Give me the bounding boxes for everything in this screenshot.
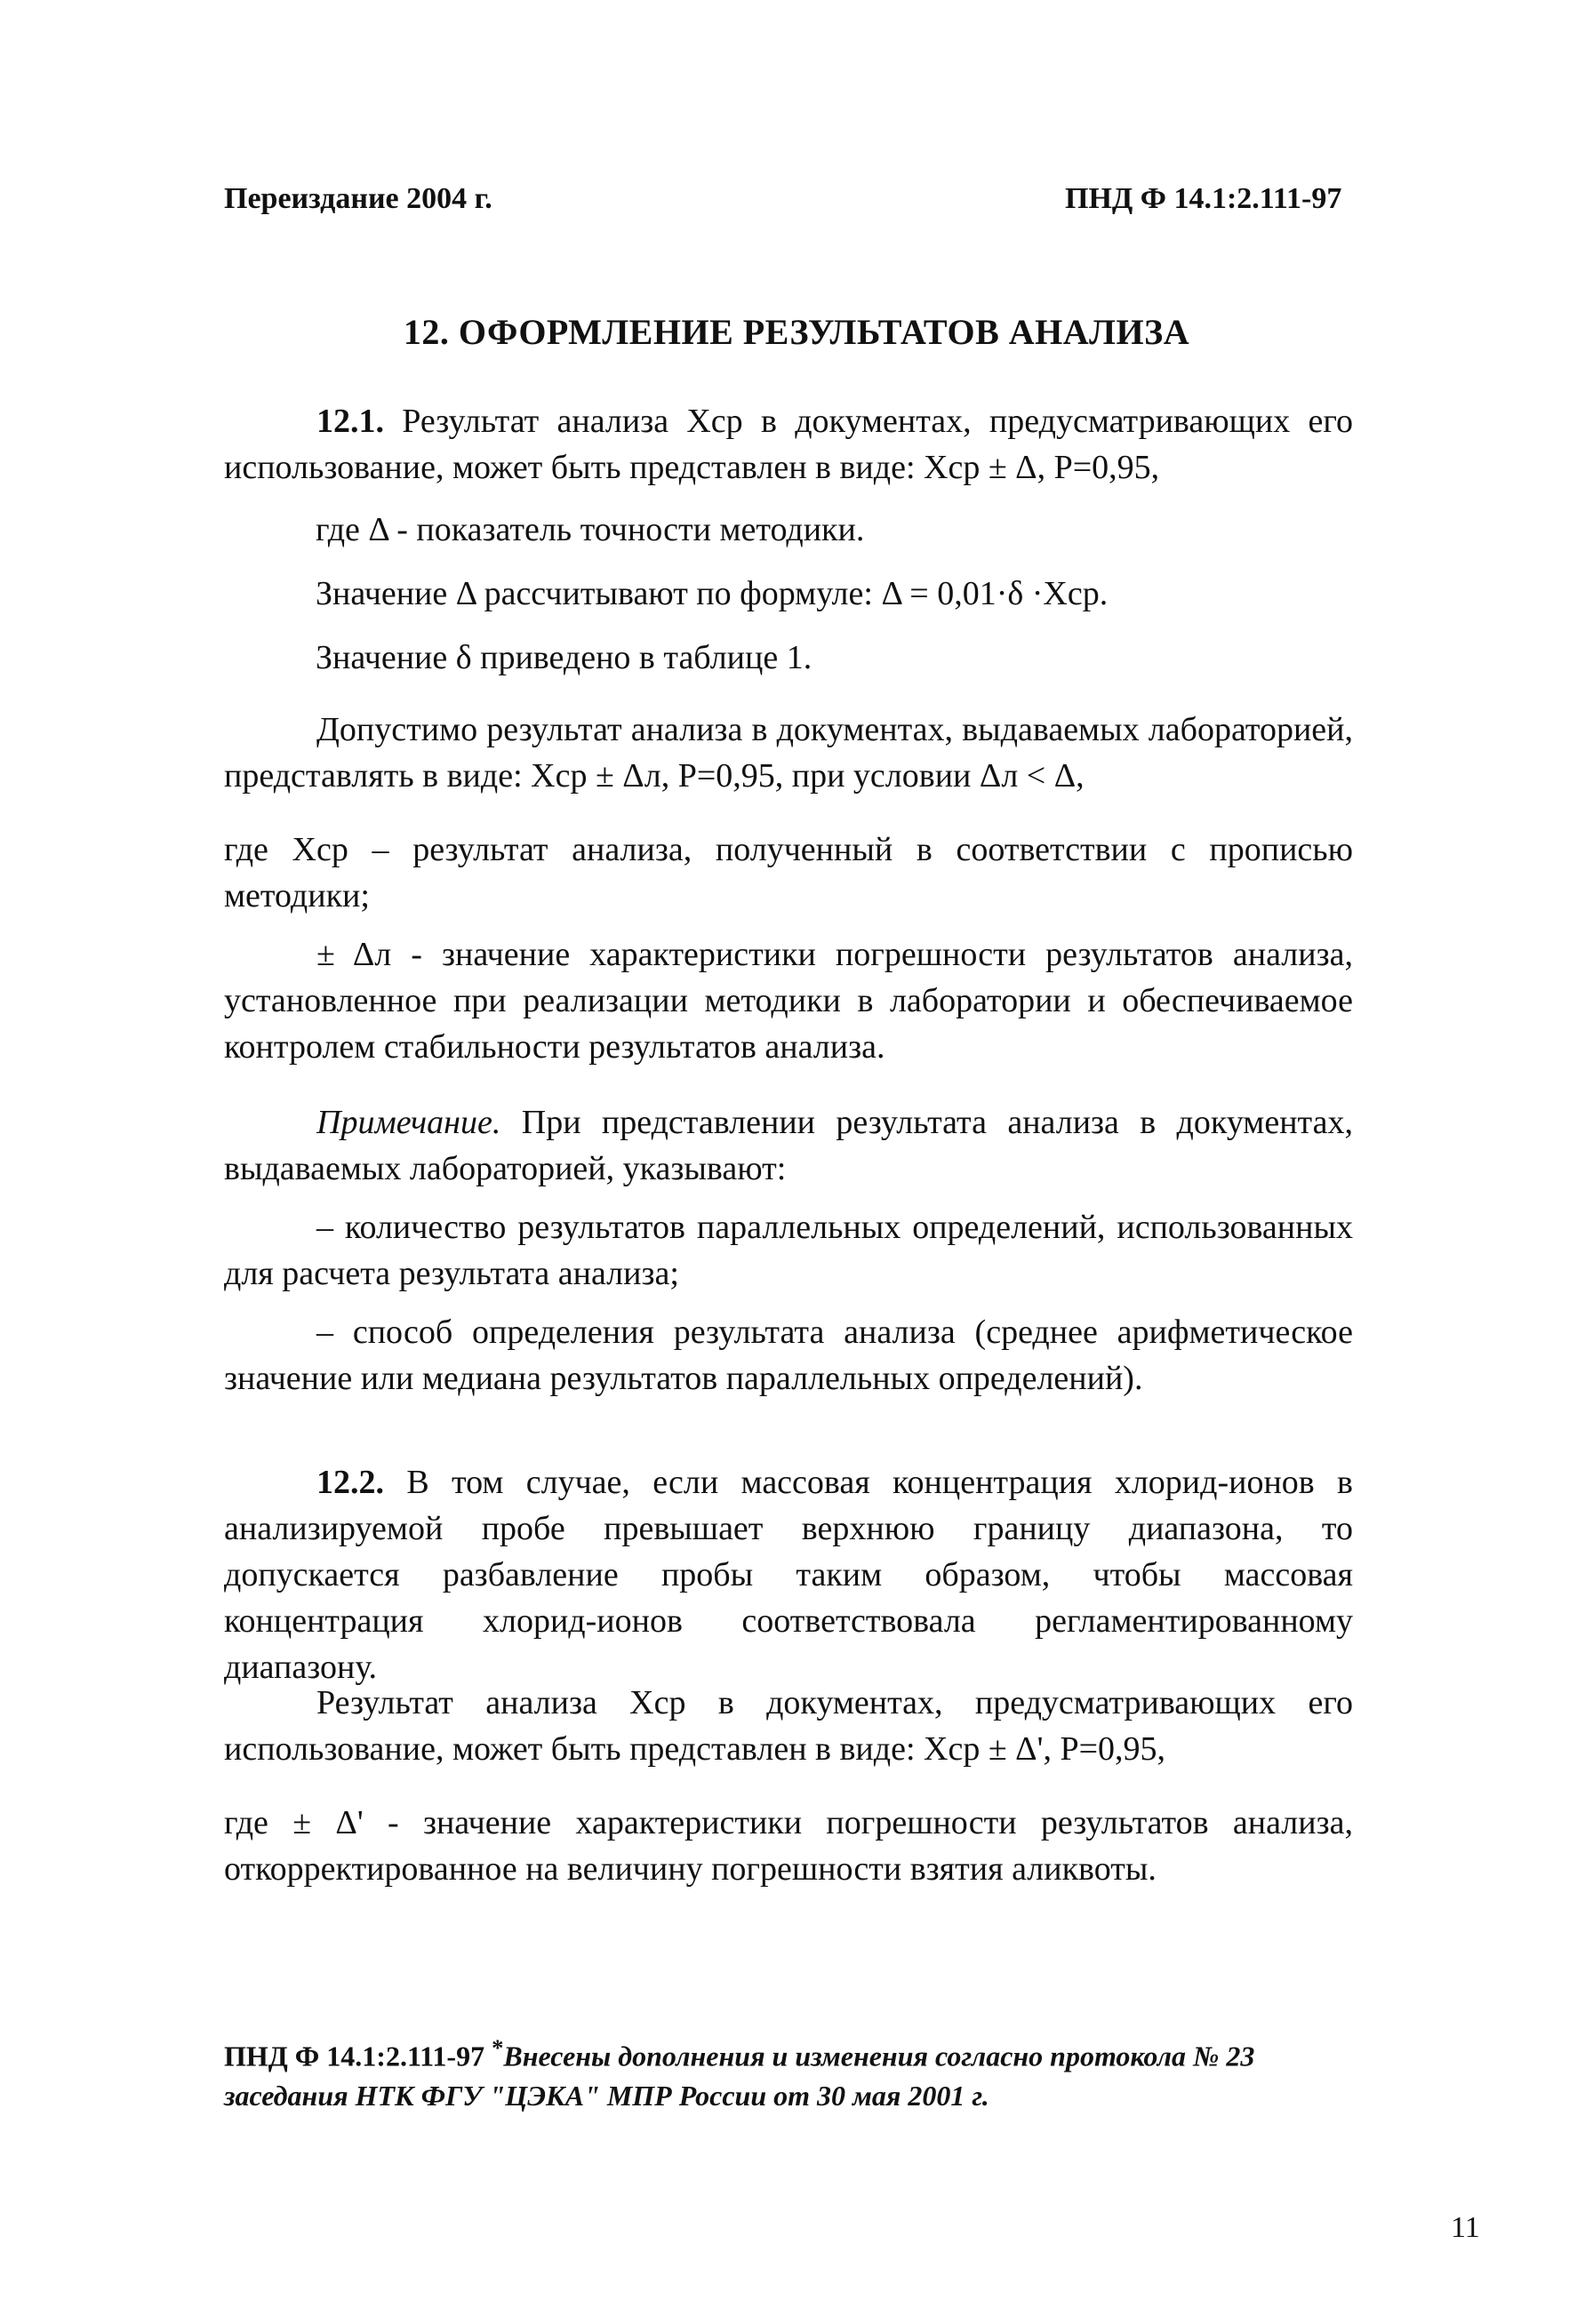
section-number-12-1: 12.1. [316,403,384,440]
line-delta-formula: Значение Δ рассчитывают по формуле: Δ = 0,01·δ ·Xср. [316,575,1109,612]
header-left: Переиздание 2004 г. [224,182,492,215]
footer-note [224,2028,1380,2115]
line-delta-definition: где Δ - показатель точности методики. [316,511,865,548]
footer-note-text: Внесены дополнения и изменения согласно протокола № 23 заседания НТК ФГУ "ЦЭКА" МПР России от 30 мая 2001 г. [224,2040,1255,2112]
note-paragraph [224,1099,1353,1192]
note-label: Примечание. [316,1104,501,1141]
para-where-xcp: где Xср – результат анализа, полученный в соответствии с прописью методики; [224,831,1353,914]
note-item-1: – количество результатов параллельных определений, использованных для расчета результата анализа; [224,1209,1353,1292]
note-text: При представлении результата анализа в документах, выдаваемых лабораторией, указывают: [224,1104,1353,1187]
para-12-2-result: Результат анализа Xср в документах, предусматривающих его использование, может быть представлен в виде: Xср ± Δ', P=0,95, [224,1684,1353,1768]
section-title: 12. ОФОРМЛЕНИЕ РЕЗУЛЬТАТОВ АНАЛИЗА [403,312,1190,352]
line-delta-table-ref: Значение δ приведено в таблице 1. [316,639,813,676]
note-item-2: – способ определения результата анализа (среднее арифметическое значение или медиана результатов параллельных определений). [224,1314,1353,1397]
section-number-12-2: 12.2. [316,1464,384,1501]
footer-mark: * [492,2034,504,2061]
para-12-2-text: В том случае, если массовая концентрация хлорид-ионов в анализируемой пробе превышает верхнюю границу диапазона, то допускается разбавление пробы таким образом, чтобы массовая концентрация хлорид-ионов соответствовала регламентированному диапазону. [224,1464,1353,1686]
para-12-1 [224,398,1353,491]
para-12-2-where: где ± Δ' - значение характеристики погрешности результатов анализа, откорректированное на величину погрешности взятия аликвоты. [224,1804,1353,1888]
page-number: 11 [1451,2211,1480,2244]
footer-code: ПНД Ф 14.1:2.111-97 [224,2040,485,2072]
para-12-2 [224,1459,1353,1690]
header-right: ПНД Ф 14.1:2.111-97 [1065,182,1342,215]
para-allowed-representation: Допустимо результат анализа в документах, выдаваемых лабораторией, представлять в виде: Xср ± Δл, P=0,95, при условии Δл < Δ, [224,711,1353,795]
para-lab-error-characteristic: ± Δл - значение характеристики погрешности результатов анализа, установленное при реализации методики в лаборатории и обеспечиваемое контролем стабильности результатов анализа. [224,936,1353,1066]
para-12-1-text: Результат анализа Xср в документах, предусматривающих его использование, может быть представлен в виде: Xср ± Δ, P=0,95, [224,403,1353,486]
